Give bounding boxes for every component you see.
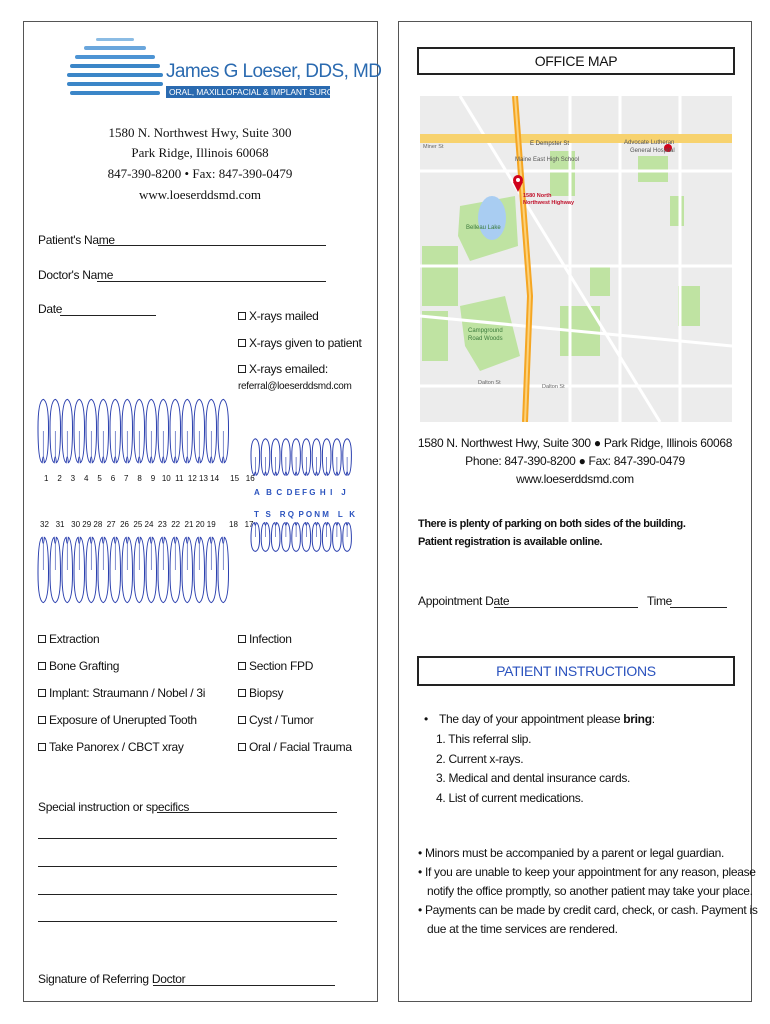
bring-item: 4. List of current medications. bbox=[436, 790, 584, 805]
address-phone: 847-390-8200 • Fax: 847-390-0479 bbox=[107, 166, 293, 181]
office-map-title: OFFICE MAP bbox=[534, 53, 618, 69]
procedure-option[interactable] bbox=[238, 713, 313, 727]
svg-text:Maine East High School: Maine East High School bbox=[515, 157, 580, 163]
signature-label: Signature of Referring Doctor bbox=[38, 972, 186, 986]
bring-item: 1. This referral slip. bbox=[436, 732, 532, 746]
referral-email: referral@loeserddsmd.com bbox=[238, 381, 352, 392]
procedure-option[interactable] bbox=[38, 740, 184, 754]
bullet-icon: • bbox=[418, 846, 425, 860]
bring-instruction: • The day of your appointment please bring: bbox=[424, 712, 655, 726]
address-website: www.loeserddsmd.com bbox=[139, 187, 261, 202]
instruction-note: • If you are unable to keep your appointment for any reason, please bbox=[418, 865, 756, 879]
procedure-label: Biopsy bbox=[249, 686, 284, 700]
svg-text:Miner St: Miner St bbox=[423, 144, 444, 150]
checkbox-icon[interactable] bbox=[38, 635, 46, 643]
special-instructions-line[interactable] bbox=[38, 838, 337, 839]
appointment-date-label: Appointment Date bbox=[418, 594, 510, 608]
xrays-emailed-option[interactable]: X-rays emailed: bbox=[238, 362, 328, 376]
svg-text:Northwest Highway: Northwest Highway bbox=[523, 200, 575, 206]
procedure-label: Implant: Straumann / Nobel / 3i bbox=[49, 686, 206, 700]
office-address: 1580 N. Northwest Hwy, Suite 300 ● Park Ridge, Illinois 60068 bbox=[417, 436, 733, 450]
procedure-label: Take Panorex / CBCT xray bbox=[49, 740, 184, 754]
procedure-option[interactable] bbox=[38, 713, 197, 727]
instruction-note: notify the office promptly, so another patient may take your place. bbox=[427, 884, 753, 898]
patient-instructions-title-box bbox=[417, 656, 735, 686]
svg-text:Dalton St: Dalton St bbox=[478, 380, 501, 386]
instruction-note: • Minors must be accompanied by a parent or legal guardian. bbox=[418, 846, 725, 860]
procedure-label: Cyst / Tumor bbox=[249, 713, 314, 727]
svg-text:General Hospital: General Hospital bbox=[630, 148, 675, 154]
svg-text:E Dempster St: E Dempster St bbox=[530, 141, 570, 147]
address-line1: 1580 N. Northwest Hwy, Suite 300 bbox=[108, 125, 292, 140]
appointment-time-label: Time bbox=[647, 594, 673, 608]
svg-text:Advocate Lutheran: Advocate Lutheran bbox=[624, 140, 675, 146]
checkbox-icon[interactable] bbox=[238, 365, 246, 373]
checkbox-icon[interactable] bbox=[238, 716, 246, 724]
instruction-note: due at the time services are rendered. bbox=[427, 922, 618, 936]
special-instructions-line[interactable] bbox=[38, 894, 337, 895]
date-field[interactable] bbox=[60, 315, 156, 316]
procedure-label: Section FPD bbox=[249, 659, 314, 673]
patient-name-field[interactable] bbox=[98, 245, 326, 246]
checkbox-icon[interactable] bbox=[238, 662, 246, 670]
upper-teeth-numbers: 1 2 3 4 5 6 7 8 9 10 11 12 13 14 15 16 bbox=[44, 474, 255, 483]
logo-name: James G Loeser, DDS, MD bbox=[166, 61, 382, 82]
date-label: Date bbox=[38, 302, 63, 316]
special-instructions-label: Special instruction or specifics bbox=[38, 800, 190, 814]
primary-upper-teeth-chart[interactable] bbox=[248, 438, 354, 478]
patient-instructions-title: PATIENT INSTRUCTIONS bbox=[496, 663, 656, 679]
procedure-option[interactable] bbox=[38, 632, 99, 646]
procedure-option[interactable] bbox=[238, 686, 283, 700]
lower-teeth-numbers: 32 31 30 29 28 27 26 25 24 23 22 21 20 19 18 17 bbox=[40, 520, 254, 529]
lower-teeth-chart[interactable] bbox=[36, 536, 232, 606]
appointment-time-field[interactable] bbox=[670, 607, 727, 608]
checkbox-icon[interactable] bbox=[238, 743, 246, 751]
logo-stripes-icon bbox=[66, 36, 164, 104]
checkbox-icon[interactable] bbox=[38, 743, 46, 751]
checkbox-icon[interactable] bbox=[238, 689, 246, 697]
instruction-note: • Payments can be made by credit card, check, or cash. Payment is bbox=[418, 903, 758, 917]
patient-name-label: Patient's Name bbox=[38, 233, 115, 247]
svg-text:Belleau Lake: Belleau Lake bbox=[466, 225, 501, 231]
bullet-icon: • bbox=[418, 903, 425, 917]
primary-upper-letters: A B C D E F G H I J bbox=[254, 488, 346, 497]
svg-text:1580 North: 1580 North bbox=[523, 193, 552, 199]
parking-note: There is plenty of parking on both sides of the building. bbox=[418, 518, 686, 530]
svg-text:Road Woods: Road Woods bbox=[468, 336, 503, 342]
procedure-option[interactable] bbox=[238, 740, 352, 754]
procedure-option[interactable] bbox=[38, 686, 205, 700]
primary-lower-letters: T S R Q P O N M L K bbox=[254, 510, 356, 519]
bring-item: 3. Medical and dental insurance cards. bbox=[436, 771, 631, 785]
address-line2: Park Ridge, Illinois 60068 bbox=[131, 145, 269, 160]
office-map-title-box bbox=[417, 47, 735, 75]
procedure-label: Bone Grafting bbox=[49, 659, 120, 673]
checkbox-icon[interactable] bbox=[38, 662, 46, 670]
procedure-label: Exposure of Unerupted Tooth bbox=[49, 713, 197, 727]
bullet-icon: • bbox=[418, 865, 425, 879]
special-instructions-field[interactable] bbox=[157, 812, 337, 813]
checkbox-icon[interactable] bbox=[238, 339, 246, 347]
office-map[interactable] bbox=[420, 96, 732, 422]
primary-lower-teeth-chart[interactable] bbox=[248, 522, 354, 554]
procedure-label: Extraction bbox=[49, 632, 100, 646]
appointment-date-field[interactable] bbox=[494, 607, 638, 608]
checkbox-icon[interactable] bbox=[238, 312, 246, 320]
special-instructions-line[interactable] bbox=[38, 866, 337, 867]
doctor-name-label: Doctor's Name bbox=[38, 268, 114, 282]
procedure-option[interactable] bbox=[238, 659, 313, 673]
signature-field[interactable] bbox=[153, 985, 335, 986]
xrays-mailed-option[interactable]: X-rays mailed bbox=[238, 309, 318, 323]
svg-text:Campground: Campground bbox=[468, 328, 503, 334]
checkbox-icon[interactable] bbox=[38, 716, 46, 724]
logo-tagline: ORAL, MAXILLOFACIAL & IMPLANT SURGERY bbox=[169, 87, 351, 97]
upper-teeth-chart[interactable] bbox=[36, 398, 232, 466]
bring-item: 2. Current x-rays. bbox=[436, 751, 524, 766]
checkbox-icon[interactable] bbox=[238, 635, 246, 643]
registration-note: Patient registration is available online. bbox=[418, 536, 603, 548]
procedure-label: Oral / Facial Trauma bbox=[249, 740, 352, 754]
special-instructions-line[interactable] bbox=[38, 921, 337, 922]
office-phone: Phone: 847-390-8200 ● Fax: 847-390-0479 bbox=[465, 454, 685, 468]
doctor-name-field[interactable] bbox=[97, 281, 326, 282]
office-website: www.loeserddsmd.com bbox=[516, 472, 634, 486]
checkbox-icon[interactable] bbox=[38, 689, 46, 697]
bullet-icon: • bbox=[424, 712, 428, 726]
procedure-option[interactable] bbox=[38, 659, 119, 673]
xrays-given-option[interactable]: X-rays given to patient bbox=[238, 336, 362, 350]
procedure-label: Infection bbox=[249, 632, 292, 646]
svg-text:Dalton St: Dalton St bbox=[542, 384, 565, 390]
procedure-option[interactable] bbox=[238, 632, 292, 646]
